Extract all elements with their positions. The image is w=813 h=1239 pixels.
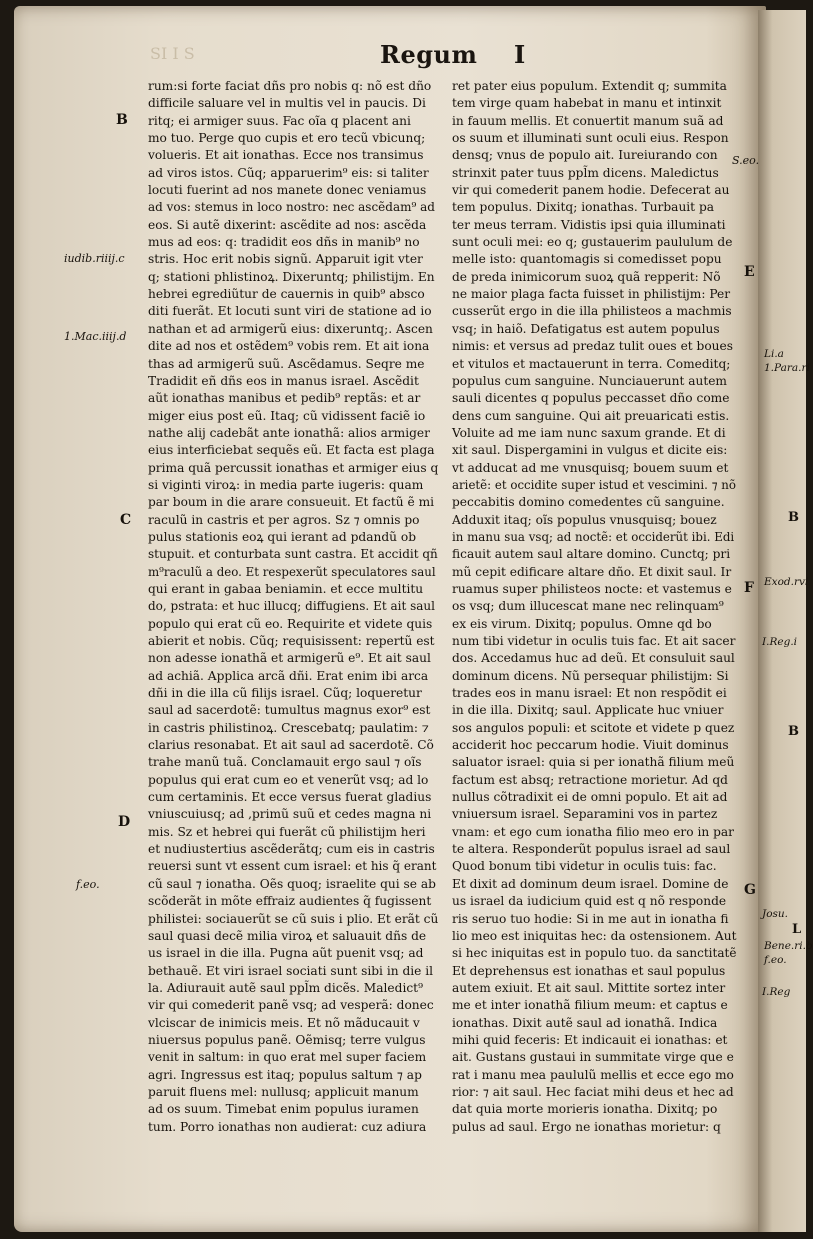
text-line: strinxit pater tuus ppl̃m dicens. Maledictus [452, 165, 719, 180]
text-line: us israel da iudicium quid est q nõ responde [452, 894, 727, 909]
text-line: saul quasi decẽ milia viroꝝ et saluauit dñs de [148, 928, 427, 943]
text-line: dominum dicens. Nũ persequar philistijm: Si [452, 668, 729, 683]
next-page-letter: L [792, 922, 802, 937]
text-line: sos angulos populi: et scitote et videte p quez [452, 720, 735, 735]
text-line: tem virge quam habebat in manu et intinxit [452, 96, 722, 111]
text-line: ad viros istos. Cũq; apparuerim⁹ eis: si taliter [148, 165, 429, 180]
text-line: la. Adiurauit autẽ saul ppl̃m dicẽs. Maledict⁹ [148, 980, 423, 995]
margin-cross-reference: 1.Mac.iiij.d [64, 330, 127, 343]
text-line: pulus stationis eoꝝ qui ierant ad pdandũ ob [148, 529, 416, 544]
text-line: vir qui comederit panem hodie. Defecerat au [452, 183, 730, 198]
next-page-note: Exod.rvi [764, 576, 809, 588]
text-line: Voluite ad me iam nunc saxum grande. Et di [452, 425, 726, 440]
text-line: arietẽ: et occidite super istud et vescimini. ⁊ nõ [452, 477, 736, 492]
text-line: sauli dicentes q populus peccasset dño come [452, 391, 730, 406]
text-line: in manu sua vsq; ad noctẽ: et occiderũt ibi. Edi [452, 529, 735, 544]
margin-section-letter: E [744, 264, 755, 280]
text-line: ex eis virum. Dixitq; populus. Omne qd bo [452, 616, 712, 631]
text-line: in castris philistinoꝝ. Crescebatq; paulatim: ⁊ [148, 720, 429, 735]
text-line: dos. Accedamus huc ad deũ. Et consuluit saul [452, 651, 735, 666]
text-line: vniuersum israel. Separamini vos in partez [452, 807, 718, 822]
text-line: agri. Ingressus est itaq; populus saltum ⁊ ap [148, 1067, 422, 1082]
text-line: m⁹raculũ a deo. Et respexerũt speculatores saul [148, 564, 436, 579]
text-line: vt adducat ad me vnusquisq; bouem suum et [452, 460, 729, 475]
margin-cross-reference: iudib.riiij.c [64, 252, 125, 265]
text-line: Adduxit itaq; oĩs populus vnusquisq; bouez [452, 512, 717, 527]
text-line: Et deprehensus est ionathas et saul populus [452, 963, 726, 978]
text-line: diti fuerãt. Et locuti sunt viri de statione ad io [148, 304, 432, 319]
text-line: peccabitis domino comedentes cũ sanguine. [452, 495, 725, 510]
margin-section-letter: F [744, 580, 754, 596]
text-line: vir qui comederit panẽ vsq; ad vesperã: donec [148, 998, 434, 1013]
text-line: ter meus terram. Vidistis ipsi quia illuminati [452, 217, 726, 232]
next-page-note: Li.a [764, 348, 784, 360]
text-line: ad os suum. Timebat enim populus iuramen [148, 1102, 419, 1117]
text-line: ritq; ei armiger suus. Fac oĩa q placent ani [148, 113, 411, 128]
text-line: niuersus populus panẽ. Oẽmisq; terre vulgus [148, 1032, 426, 1047]
text-line: ionathas. Dixit autẽ saul ad ionathã. Indica [452, 1015, 718, 1030]
text-line: reuersi sunt vt essent cum israel: et his q̃ erant [148, 859, 437, 874]
text-line: scõderãt in mõte effraiz audientes q̃ fugissent [148, 894, 432, 909]
text-line: hebrei egrediũtur de cauernis in quib⁹ absco [148, 287, 425, 302]
text-line: raculũ in castris et per agros. Sz ⁊ omnis po [148, 512, 420, 527]
next-page-letter: B [788, 510, 799, 525]
margin-cross-reference: f.eo. [76, 878, 100, 891]
next-page-edge [758, 10, 813, 1232]
text-line: dñi in die illa cũ filijs israel. Cũq; loqueretur [148, 686, 422, 701]
running-head-title: Regum [380, 40, 478, 69]
text-line: in fauum mellis. Et conuertit manum suã ad [452, 113, 724, 128]
text-line: stris. Hoc erit nobis signũ. Apparuit igit vter [148, 252, 423, 267]
text-line: sunt oculi mei: eo q; gustauerim paululum de [452, 235, 733, 250]
text-line: eius interficiebat sequẽs eũ. Et facta est plaga [148, 443, 435, 458]
text-line: par boum in die arare consueuit. Et factũ ẽ mi [148, 495, 435, 510]
next-page-note: f.eo. [764, 954, 787, 966]
text-line: saluator israel: quia si per ionathã filium meũ [452, 755, 735, 770]
text-line: si hec iniquitas est in populo tuo. da sanctitatẽ [452, 946, 737, 961]
text-line: ret pater eius populum. Extendit q; summita [452, 79, 727, 93]
running-head-number: I [514, 40, 526, 69]
text-line: locuti fuerint ad nos manete donec veniamus [148, 183, 427, 198]
text-line: num tibi videtur in oculis tuis fac. Et ait sacer [452, 634, 736, 648]
text-line: rat i manu mea paululũ mellis et ecce ego mo [452, 1067, 734, 1082]
text-line: non adesse ionathã et armigerũ e⁹. Et ait saul [148, 651, 431, 666]
text-line: pulus ad saul. Ergo ne ionathas morietur: q [452, 1119, 721, 1134]
text-line: te altera. Responderũt populus israel ad saul [452, 842, 731, 857]
margin-section-letter: C [120, 512, 132, 528]
next-page-note: Bene.ri.b [764, 940, 813, 952]
text-line: et nudiustertius ascẽderãtq; cum eis in castris [148, 842, 435, 857]
text-line: miger eius post eũ. Itaq; cũ vidissent faciẽ io [148, 408, 426, 423]
text-line: vlciscar de inimicis meis. Et nõ mãducauit v [148, 1015, 420, 1030]
text-line: philistei: sociauerũt se cũ suis i plio. Et erãt cũ [148, 911, 439, 926]
text-line: abierit et nobis. Cũq; requisissent: repertũ est [148, 634, 435, 648]
text-line: de preda inimicorum suoꝝ quã repperit: Nõ [452, 269, 721, 284]
text-line: mihi quid feceris: Et indicauit ei ionathas: et [452, 1032, 728, 1047]
text-line: populo qui erat cũ eo. Requirite et videte quis [148, 616, 433, 631]
text-line: in die illa. Dixitq; saul. Applicate huc vniuer [452, 703, 724, 718]
text-line: vnam: et ego cum ionatha filio meo ero in par [452, 824, 734, 839]
text-column-left [148, 78, 438, 1136]
text-line: aũt ionathas manibus et pedib⁹ reptãs: et ar [148, 391, 421, 406]
text-line: lio meo est iniquitas hec: da ostensionem. Aut [452, 928, 737, 943]
text-line: q; stationi phlistinoꝝ. Dixeruntq; philistijm. En [148, 269, 435, 284]
text-line: et vitulos et mactauerunt in terra. Comeditq; [452, 356, 731, 371]
margin-section-letter: G [744, 882, 756, 898]
next-page-note: I.Reg [762, 986, 791, 998]
text-column-right [452, 78, 738, 1136]
margin-section-letter: D [118, 814, 131, 830]
text-line: ruamus super philisteos nocte: et vastemus e [452, 581, 732, 596]
text-line: ris seruo tuo hodie: Si in me aut in ionatha fi [452, 911, 729, 926]
text-line: tum. Porro ionathas non audierat: cuz adiura [148, 1119, 427, 1134]
text-line: ad achiã. Applica arcã dñi. Erat enim ibi arca [148, 668, 429, 683]
text-line: nullus cõtradixit ei de omni populo. Et ait ad [452, 790, 728, 805]
text-line: mus ad eos: q: tradidit eos dñs in manib⁹ no [148, 235, 420, 250]
show-through-text: SI I S [150, 44, 195, 63]
text-line: trahe manũ tuã. Conclamauit ergo saul ⁊ oĩs [148, 755, 422, 770]
text-line: densq; vnus de populo ait. Iureiurando con [452, 148, 718, 163]
text-line: vniuscuiusq; ad ,primũ suũ et cedes magna ni [148, 807, 432, 822]
text-line: ad vos: stemus in loco nostro: nec ascẽdam⁹ ad [148, 200, 435, 215]
margin-section-letter: B [116, 112, 128, 128]
text-line: melle isto: quantomagis si comedisset popu [452, 252, 722, 267]
text-line: populus cum sanguine. Nunciauerunt autem [452, 373, 727, 388]
text-line: vsq; in haiõ. Defatigatus est autem populus [452, 321, 720, 336]
text-line: populus qui erat cum eo et venerũt vsq; ad lo [148, 772, 429, 787]
text-line: tem populus. Dixitq; ionathas. Turbauit pa [452, 200, 715, 215]
text-line: ait. Gustans gustaui in summitate virge que e [452, 1050, 734, 1065]
text-line: Quod bonum tibi videtur in oculis tuis: fac. [452, 859, 717, 874]
text-line: acciderit hoc peccarum hodie. Viuit dominus [452, 738, 729, 753]
text-line: trades eos in manu israel: Et non respõdit ei [452, 686, 727, 701]
text-line: dens cum sanguine. Qui ait preuaricati estis. [452, 408, 730, 423]
text-line: mo tuo. Perge quo cupis et ero tecũ vbicunq; [148, 131, 426, 146]
text-line: difficile saluare vel in multis vel in paucis. Di [148, 96, 426, 111]
next-page-note: Josu. [762, 908, 789, 920]
text-line: stupuit. et conturbata sunt castra. Et accidit qñ [148, 547, 438, 562]
next-page-note: 1.Para.ri [764, 362, 810, 374]
text-line: qui erant in gabaa beniamin. et ecce multitu [148, 581, 424, 596]
text-line: Et dixit ad dominum deum israel. Domine de [452, 876, 729, 891]
text-line: mis. Sz et hebrei qui fuerãt cũ philistijm heri [148, 824, 426, 839]
text-line: me et inter ionathã filium meum: et captus e [452, 998, 728, 1013]
margin-cross-reference: S.eo. [732, 154, 760, 167]
text-line: os suum et illuminati sunt oculi eius. Respon [452, 131, 729, 146]
text-line: si viginti viroꝝ: in media parte iugeris: quam [148, 477, 424, 492]
text-line: eos. Si autẽ dixerint: ascẽdite ad nos: ascẽda [148, 217, 427, 232]
text-line: thas ad armigerũ suũ. Ascẽdamus. Seqre me [148, 356, 425, 371]
text-line: clarius resonabat. Et ait saul ad sacerdotẽ. Cõ [148, 738, 434, 753]
text-line: bethauẽ. Et viri israel sociati sunt sibi in die il [148, 963, 434, 978]
text-line: cusserũt ergo in die illa philisteos a machmis [452, 304, 732, 319]
text-line: cũ saul ⁊ ionatha. Oẽs quoq; israelite qui se ab [148, 876, 436, 891]
text-line: mũ cepit edificare altare dño. Et dixit saul. Ir [452, 564, 732, 579]
text-line: Tradidit eñ dñs eos in manus israel. Ascẽdit [148, 373, 419, 388]
text-line: factum est absq; retractione morietur. Ad qd [452, 772, 728, 787]
text-line: rior: ⁊ ait saul. Hec faciat mihi deus et hec ad [452, 1084, 734, 1099]
text-line: rum:si forte faciat dñs pro nobis q: nõ est dño [148, 79, 432, 93]
next-page-note: I.Reg.i [762, 636, 798, 648]
text-line: volueris. Et ait ionathas. Ecce nos transimus [148, 148, 424, 163]
text-line: ficauit autem saul altare domino. Cunctq; pri [452, 547, 731, 562]
text-line: venit in saltum: in quo erat mel super faciem [148, 1050, 427, 1065]
text-line: us israel in die illa. Pugna aũt puenit vsq; ad [148, 946, 424, 961]
text-line: autem exiuit. Et ait saul. Mittite sortez inter [452, 980, 726, 995]
text-line: prima quã percussit ionathas et armiger eius q [148, 460, 439, 475]
text-line: nathe alij cadebãt ante ionathã: alios armiger [148, 425, 430, 440]
text-line: nathan et ad armigerũ eius: dixeruntq;. Ascen [148, 321, 433, 336]
text-line: os vsq; dum illucescat mane nec relinquam⁹ [452, 599, 724, 614]
text-line: dite ad nos et ostẽdem⁹ vobis rem. Et ait iona [148, 339, 430, 354]
text-line: dat quia morte morieris ionatha. Dixitq; po [452, 1102, 718, 1117]
next-page-letter: B [788, 724, 799, 739]
text-line: ne maior plaga facta fuisset in philistijm: Per [452, 287, 731, 302]
text-line: nimis: et versus ad predaz tulit oues et boues [452, 339, 734, 354]
text-line: saul ad sacerdotẽ: tumultus magnus exor⁹ est [148, 703, 431, 718]
text-line: paruit fluens mel: nullusq; applicuit manum [148, 1084, 419, 1099]
text-line: do, pstrata: et huc illucq; diffugiens. Et ait saul [148, 599, 435, 614]
text-line: xit saul. Dispergamini in vulgus et dicite eis: [452, 443, 728, 458]
text-line: cum certaminis. Et ecce versus fuerat gladius [148, 790, 432, 805]
